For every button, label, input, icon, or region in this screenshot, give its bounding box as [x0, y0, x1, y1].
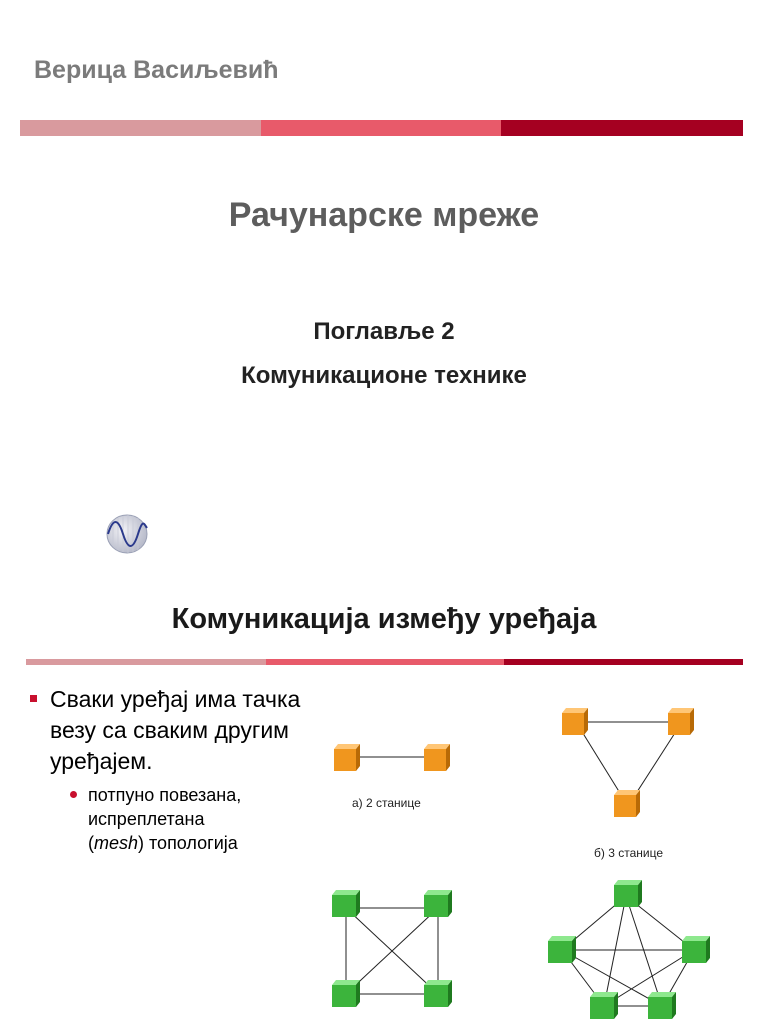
- network-node-icon: [614, 880, 642, 907]
- sub-bullet-line1: потпуно повезана,: [88, 785, 242, 805]
- signal-wave-logo-icon: [104, 512, 150, 556]
- network-node-icon: [424, 744, 450, 771]
- round-bullet-icon: [70, 791, 77, 798]
- network-node-icon: [682, 936, 710, 963]
- network-node-icon: [562, 708, 588, 735]
- mesh-diagram-2-stations: [326, 732, 458, 776]
- header-bar-middle: [261, 120, 501, 136]
- link-line: [604, 896, 626, 1006]
- network-node-icon: [424, 980, 452, 1007]
- network-node-icon: [332, 890, 360, 917]
- square-bullet-icon: [30, 695, 37, 702]
- bullet-item: [30, 684, 330, 777]
- network-node-icon: [590, 992, 618, 1019]
- network-node-icon: [614, 790, 640, 817]
- network-node-icon: [668, 708, 694, 735]
- caption-3-stations: б) 3 станице: [594, 846, 663, 860]
- sub-bullet-item: [70, 783, 330, 855]
- sub-bullet-paren: (: [88, 833, 94, 853]
- network-node-icon: [548, 936, 576, 963]
- header-bar-right: [501, 120, 743, 136]
- sub-bullet-rest: ) топологија: [138, 833, 238, 853]
- mesh-term: mesh: [94, 833, 139, 853]
- heading-bar-right: [504, 659, 743, 665]
- network-node-icon: [334, 744, 360, 771]
- chapter-subtitle: Комуникационе технике: [241, 362, 527, 389]
- bullet-list: [30, 684, 330, 855]
- heading-bar-middle: [266, 659, 504, 665]
- network-node-icon: [648, 992, 676, 1019]
- mesh-diagram-3-stations: [556, 702, 702, 828]
- mesh-diagram-5-stations: [544, 878, 716, 1024]
- sub-bullet-line2: испреплетана: [88, 809, 205, 829]
- presentation-title: Рачунарске мреже: [228, 196, 540, 234]
- caption-2-stations: а) 2 станице: [352, 796, 421, 810]
- header-bar-left: [20, 120, 261, 136]
- bullet-text: Сваки уређај има тачка везу са сваким другим уређајем.: [50, 686, 301, 774]
- heading-bar-left: [26, 659, 266, 665]
- author-name: Верица Васиљевић: [34, 56, 279, 84]
- chapter-label: Поглавље 2: [313, 318, 455, 345]
- network-node-icon: [332, 980, 360, 1007]
- mesh-diagram-4-stations: [326, 886, 462, 1012]
- network-node-icon: [424, 890, 452, 917]
- slide-heading: Комуникација између уређаја: [171, 603, 597, 635]
